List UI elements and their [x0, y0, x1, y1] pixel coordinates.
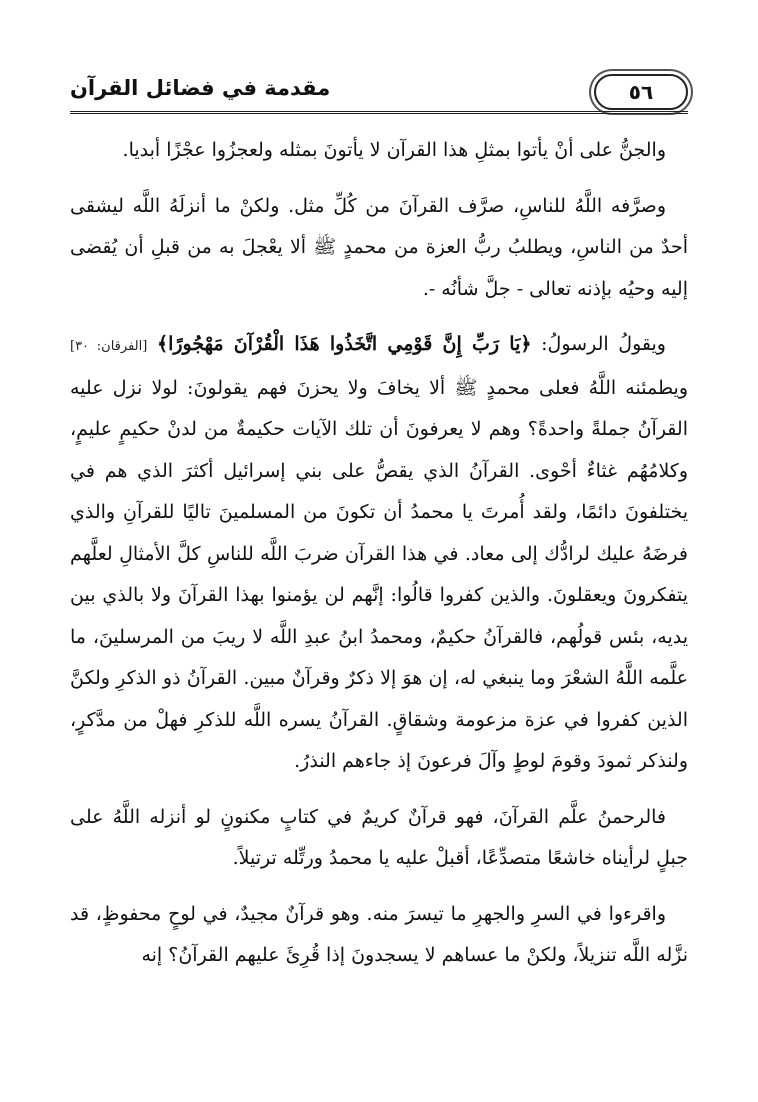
page-number-badge	[594, 74, 688, 110]
header-divider	[70, 111, 688, 114]
quran-verse: ﴿يَا رَبِّ إِنَّ قَوْمِي اتَّخَذُوا هَذَا الْقُرْآنَ مَهْجُورًا﴾	[156, 333, 532, 355]
verse-reference: [الفرقان: ٣٠]	[70, 339, 148, 354]
paragraph-4: فالرحمنُ علَّم القرآنَ، فهو قرآنٌ كريمٌ في كتابٍ مكنونٍ لو أنزله اللَّهُ على جبلٍ لرأيناه خاشعًا متصدِّعًا، أقبلْ عليه يا محمدُ ورتِّله ترتيلاً.	[70, 805, 688, 869]
page-number: ٥٦	[628, 80, 654, 104]
paragraph-3-lead: ويقولُ الرسولُ:	[541, 333, 666, 355]
paragraph-5: واقرءوا في السرِ والجهرِ ما تيسرَ منه. وهو قرآنٌ مجيدٌ، في لوحٍ محفوظٍ، قد نزَّله اللَّه تنزيلاً، ولكنْ ما عساهم لا يسجدونَ إذا قُرِئَ عليهم القرآنُ؟ إنه	[70, 902, 688, 966]
paragraph-3-text: ويطمئنه اللَّهُ فعلى محمدٍ ﷺ ألا يخافَ ولا يحزنَ فهم يقولونَ: لولا نزل عليه القرآنُ جملةً واحدةً؟ وهم لا يعرفونَ أن تلك الآيات حكيمةٌ من لدنْ حكيمٍ عليمٍ، وكلامُهُم غثاءٌ أحْوى. القرآنُ الذي يقصُّ على بني إسرائيل أكثرَ الذي هم في يختلفونَ دائمًا، ولقد أُمرتَ يا محمدُ أن تكونَ من المسلمينَ تاليًا للقرآنِ والذي فرضَهُ عليك لرادُّك إلى معاد. في هذا القرآن ضربَ اللَّه للناسِ كلَّ الأمثالِ لعلَّهم يتفكرونَ ويعقلونَ. والذين كفروا قالُوا: إنَّهم لن يؤمنوا بهذا القرآنَ ولا بالذي بين يديه، بئس قولُهم، فالقرآنُ حكيمٌ، ومحمدُ ابنُ عبدِ اللَّه لا ريبَ من المرسلينَ، ما علَّمه اللَّهُ الشعْرَ وما ينبغي له، إن هوَ إلا ذكرٌ وقرآنٌ مبين. القرآنُ ذو الذكرِ ولكنَّ الذين كفروا في عزة مزعومة وشقاقٍ. القرآنُ يسره اللَّه للذكرِ فهلْ من مدَّكرٍ، ولنذكر ثمودَ وقومَ لوطٍ وآلَ فرعونَ إذ جاءهم النذرُ.	[70, 376, 688, 772]
running-title: مقدمة في فضائل القرآن	[70, 76, 331, 100]
paragraph-3	[70, 324, 688, 783]
paragraph-1: والجنُّ على أنْ يأتوا بمثلِ هذا القرآن لا يأتونَ بمثله ولعجزُوا عجْزًا أبديا.	[122, 139, 666, 161]
page-header	[70, 70, 688, 114]
page-body	[70, 130, 688, 977]
paragraph-2: وصرَّفه اللَّهُ للناسِ، صرَّف القرآنَ من كُلِّ مثل. ولكنْ ما أنزلَهُ اللَّه ليشقى أحدٌ من الناسِ، ويطلبُ ربُّ العزة من محمدٍ ﷺ ألا يعْجلَ به من قبلِ أن يُقضى إليه وحيُه بإذنه تعالى - جلَّ شأنُه -.	[70, 194, 688, 300]
